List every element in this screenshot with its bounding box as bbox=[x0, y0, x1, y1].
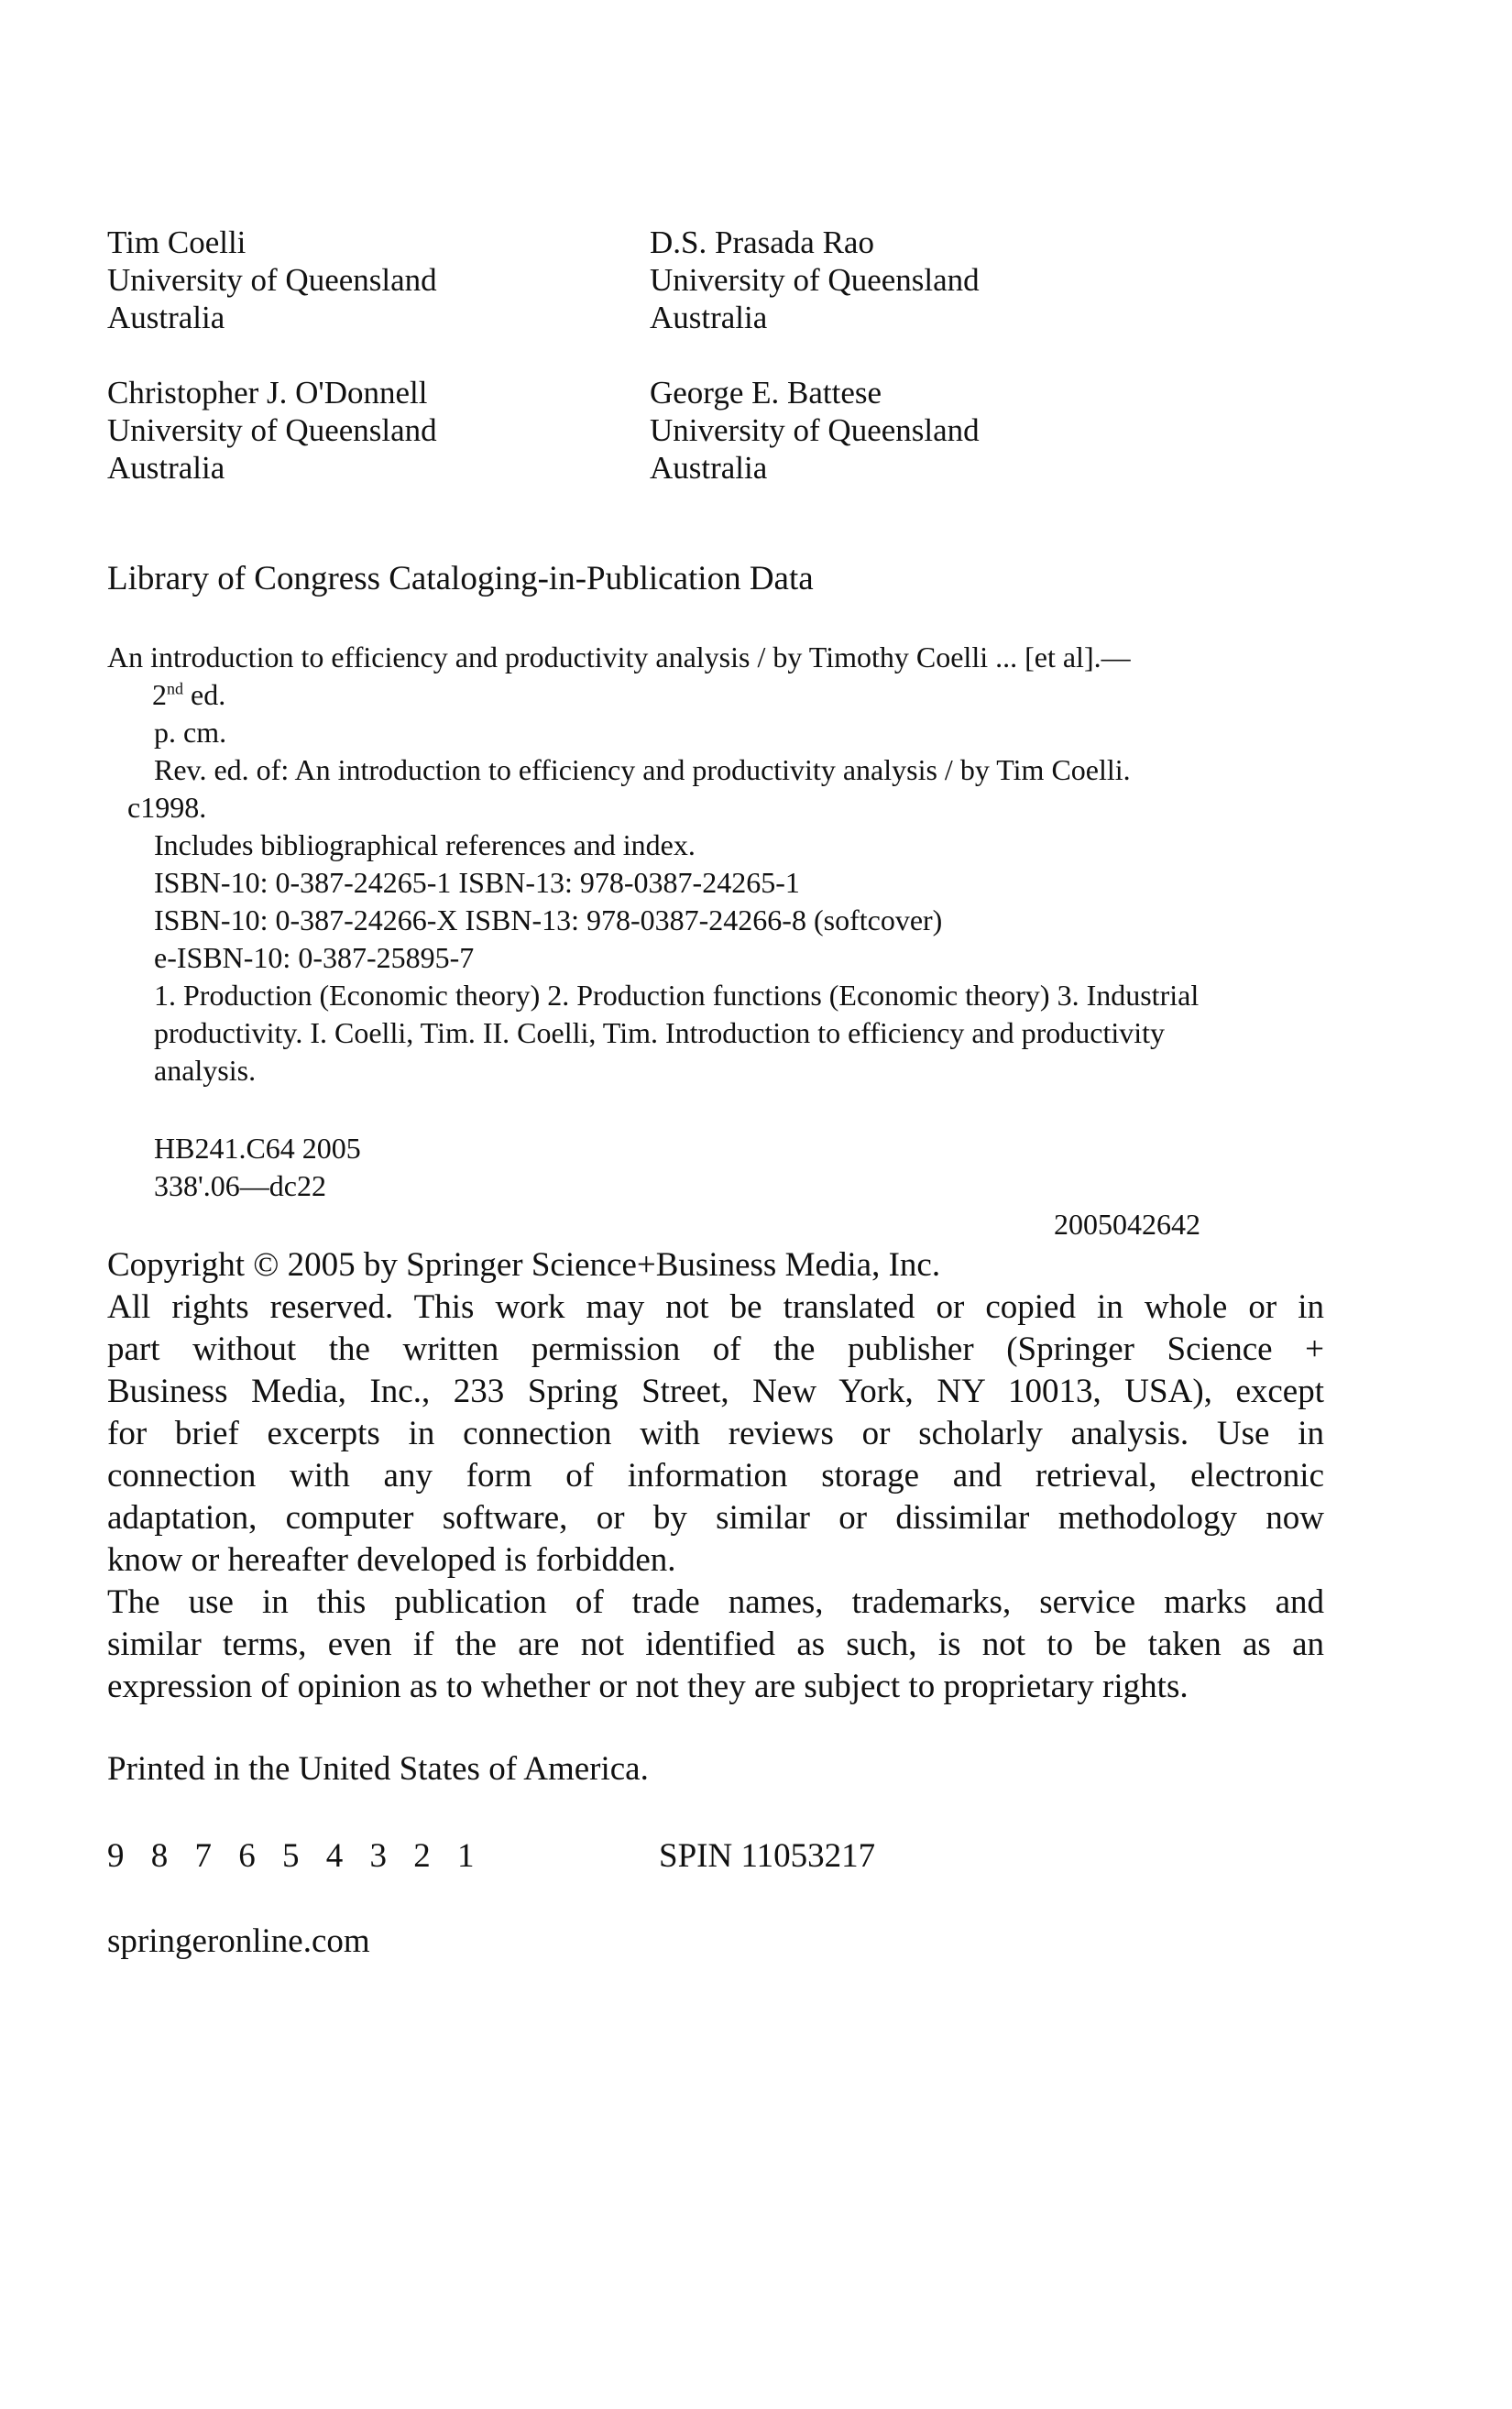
author-name: Christopher J. O'Donnell bbox=[107, 375, 428, 411]
cip-title-line: An introduction to efficiency and productivity analysis / by Timothy Coelli ... [et al].— bbox=[107, 641, 1131, 673]
author-name: George E. Battese bbox=[650, 375, 882, 411]
cip-subject-line: analysis. bbox=[154, 1054, 257, 1087]
print-line: 9 8 7 6 5 4 3 2 1 bbox=[107, 1837, 484, 1875]
author-affiliation: University of Queensland bbox=[107, 412, 437, 448]
author-block bbox=[650, 374, 980, 487]
cip-call-number: HB241.C64 2005 bbox=[154, 1132, 361, 1165]
paragraph-line: similar terms, even if the are not identified as such, is not to be taken as an bbox=[107, 1626, 1324, 1663]
cip-subject-line: 1. Production (Economic theory) 2. Production functions (Economic theory) 3. Industrial bbox=[154, 979, 1200, 1012]
author-block bbox=[107, 374, 437, 487]
paragraph-line: All rights reserved. This work may not be translated or copied in whole or in bbox=[107, 1288, 1324, 1326]
paragraph-line: Business Media, Inc., 233 Spring Street, New York, NY 10013, USA), except bbox=[107, 1373, 1324, 1410]
cip-heading: Library of Congress Cataloging-in-Publication Data bbox=[107, 560, 814, 597]
author-affiliation: University of Queensland bbox=[107, 262, 437, 298]
cip-edition-word: ed. bbox=[183, 678, 226, 711]
cip-dewey: 338'.06—dc22 bbox=[154, 1169, 326, 1202]
paragraph-line: The use in this publication of trade names, trademarks, service marks and bbox=[107, 1583, 1324, 1621]
paragraph-line: expression of opinion as to whether or not they are subject to proprietary rights. bbox=[107, 1668, 1189, 1705]
paragraph-line: adaptation, computer software, or by similar or dissimilar methodology now bbox=[107, 1499, 1324, 1537]
author-country: Australia bbox=[107, 450, 225, 486]
cip-physical: p. cm. bbox=[154, 716, 227, 749]
author-name: Tim Coelli bbox=[107, 224, 247, 260]
cip-lccn: 2005042642 bbox=[1054, 1208, 1200, 1241]
cip-eisbn: e-ISBN-10: 0-387-25895-7 bbox=[154, 941, 475, 974]
cip-subjects bbox=[154, 977, 1382, 1090]
author-country: Australia bbox=[107, 300, 225, 335]
paragraph-line: know or hereafter developed is forbidden. bbox=[107, 1541, 676, 1579]
author-affiliation: University of Queensland bbox=[650, 262, 980, 298]
cip-edition bbox=[152, 676, 225, 714]
cip-revision-line: c1998. bbox=[127, 791, 207, 824]
spin-number: SPIN 11053217 bbox=[659, 1837, 876, 1875]
author-country: Australia bbox=[650, 450, 768, 486]
cip-edition-suffix: nd bbox=[167, 679, 183, 698]
author-name: D.S. Prasada Rao bbox=[650, 224, 874, 260]
printed-in: Printed in the United States of America. bbox=[107, 1750, 649, 1788]
author-affiliation: University of Queensland bbox=[650, 412, 980, 448]
cip-isbn-line: ISBN-10: 0-387-24265-1 ISBN-13: 978-0387-24265-1 bbox=[154, 866, 800, 899]
author-block bbox=[107, 224, 437, 336]
cip-isbn-line: ISBN-10: 0-387-24266-X ISBN-13: 978-0387-24266-8 (softcover) bbox=[154, 903, 943, 936]
paragraph-line: connection with any form of information storage and retrieval, electronic bbox=[107, 1457, 1324, 1495]
paragraph-line: part without the written permission of the publisher (Springer Science + bbox=[107, 1330, 1324, 1368]
author-block bbox=[650, 224, 980, 336]
paragraph-line: for brief excerpts in connection with reviews or scholarly analysis. Use in bbox=[107, 1415, 1324, 1452]
trademark-paragraph bbox=[107, 1582, 1324, 1708]
copyright-notice: Copyright © 2005 by Springer Science+Business Media, Inc. bbox=[107, 1246, 941, 1284]
website: springeronline.com bbox=[107, 1922, 370, 1960]
cip-subject-line: productivity. I. Coelli, Tim. II. Coelli, Tim. Introduction to efficiency and productivity bbox=[154, 1016, 1166, 1049]
author-country: Australia bbox=[650, 300, 768, 335]
rights-paragraph bbox=[107, 1287, 1324, 1582]
cip-includes: Includes bibliographical references and index. bbox=[154, 828, 696, 861]
cip-revision-line: Rev. ed. of: An introduction to efficiency and productivity analysis / by Tim Coelli. bbox=[154, 753, 1131, 786]
cip-edition-number: 2 bbox=[152, 678, 167, 711]
